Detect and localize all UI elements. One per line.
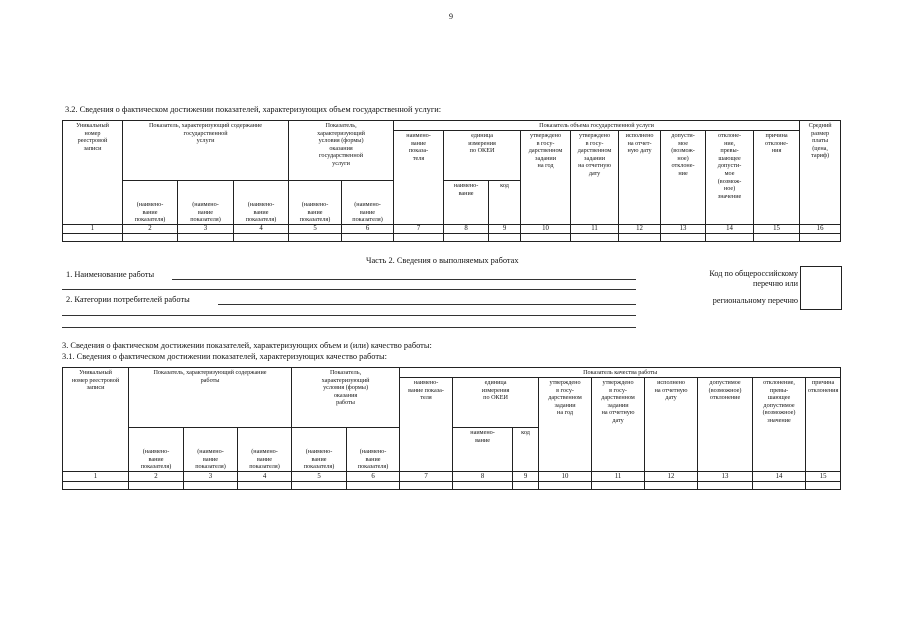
col-number: 4 (238, 472, 292, 482)
col-unique-number: Уникальный номер реестровой записи (63, 368, 129, 472)
col-number: 1 (63, 225, 123, 234)
col-approved-date: утверждено в госу- дарственном задании на отчетную дату (592, 378, 645, 472)
sub-indicator-name: (наимено- вание показателя) (347, 428, 400, 472)
sub-unit-code: код (489, 181, 521, 225)
part-2-title: Часть 2. Сведения о выполняемых работах (366, 256, 519, 265)
col-number: 14 (706, 225, 754, 234)
col-quality-indicator: Показатель качества работы (400, 368, 841, 378)
col-done: исполнено на отчетную дату (645, 378, 698, 472)
col-number: 13 (698, 472, 753, 482)
col-number: 6 (347, 472, 400, 482)
col-approved-year: утверждено в госу- дарственном задании на год (521, 131, 571, 225)
col-indicator-name: наимено- вание показа- теля (400, 378, 453, 472)
section-3-title: 3. Сведения о фактическом достижении показателей, характеризующих объем и (или) качество работы: (62, 341, 432, 350)
col-number: 10 (521, 225, 571, 234)
col-allowed-deviation: допусти- мое (возмож- ное) отклоне- ние (661, 131, 706, 225)
col-number: 11 (592, 472, 645, 482)
col-volume-indicator: Показатель объема государственной услуги (394, 121, 800, 131)
work-quality-table (62, 367, 841, 490)
col-number: 8 (453, 472, 513, 482)
col-number: 1 (63, 472, 129, 482)
col-number: 11 (571, 225, 619, 234)
consumers-line-2 (62, 315, 636, 316)
sub-unit-name: наимено- вание (453, 428, 513, 472)
consumers-label: 2. Категории потребителей работы (66, 295, 190, 304)
code-label: Код по общероссийскому перечню или (709, 269, 798, 288)
col-work-content: Показатель, характеризующий содержание работы (129, 368, 292, 428)
col-number: 6 (342, 225, 394, 234)
sub-indicator-name: (наимено- вание показателя) (238, 428, 292, 472)
page-number: 9 (449, 12, 453, 21)
work-name-label: 1. Наименование работы (66, 270, 155, 279)
col-service-content: Показатель, характеризующий содержание государственной услуги (123, 121, 289, 181)
col-approved-date: утверждено в госу- дарственном задании на отчетную дату (571, 131, 619, 225)
section-3-1-title: 3.1. Сведения о фактическом достижении показателей, характеризующих качество работы: (62, 352, 387, 361)
table-row (63, 234, 841, 242)
col-deviation-reason: причина отклонения (806, 378, 841, 472)
col-number: 7 (394, 225, 444, 234)
col-unit-okei: единица измерения по ОКЕИ (444, 131, 521, 181)
code-label-regional: региональному перечню (712, 296, 798, 305)
col-number: 13 (661, 225, 706, 234)
consumers-line (218, 304, 636, 305)
col-number: 16 (800, 225, 841, 234)
sub-indicator-name: (наимено- вание показателя) (129, 428, 184, 472)
sub-indicator-name: (наимено- вание показателя) (289, 181, 342, 225)
col-done: исполнено на отчет- ную дату (619, 131, 661, 225)
col-work-conditions: Показатель, характеризующий условия (формы) оказания работы (292, 368, 400, 428)
col-number: 9 (513, 472, 539, 482)
col-excess-deviation: отклонение, превы- шающее допустимое (возможное) значение (753, 378, 806, 472)
col-number: 10 (539, 472, 592, 482)
consumers-line-3 (62, 327, 636, 328)
col-unit-okei: единица измерения по ОКЕИ (453, 378, 539, 428)
section-3-2-title: 3.2. Сведения о фактическом достижении показателей, характеризующих объем государственной услуги: (65, 105, 442, 114)
col-number: 5 (289, 225, 342, 234)
col-deviation-reason: причина отклоне- ния (754, 131, 800, 225)
col-number: 15 (806, 472, 841, 482)
col-unique-number: Уникальный номер реестровой записи (63, 121, 123, 225)
col-approved-year: утверждено в госу- дарственном задании на год (539, 378, 592, 472)
col-service-conditions: Показатель, характеризующий условия (формы) оказания государственной услуги (289, 121, 394, 181)
code-box (800, 266, 842, 310)
col-number: 5 (292, 472, 347, 482)
sub-indicator-name: (наимено- вание показателя) (342, 181, 394, 225)
col-number: 7 (400, 472, 453, 482)
service-volume-table (62, 120, 841, 242)
work-name-line (172, 279, 636, 280)
sub-indicator-name: (наимено- вание показателя) (184, 428, 238, 472)
col-number: 2 (123, 225, 178, 234)
col-number: 9 (489, 225, 521, 234)
col-number: 4 (234, 225, 289, 234)
col-excess-deviation: отклоне- ние, превы- шающее допусти- мое (возмож- ное) значение (706, 131, 754, 225)
col-number: 15 (754, 225, 800, 234)
sub-indicator-name: (наимено- вание показателя) (234, 181, 289, 225)
col-number: 12 (645, 472, 698, 482)
col-number: 14 (753, 472, 806, 482)
work-name-line-2 (62, 289, 636, 290)
col-number: 3 (178, 225, 234, 234)
col-allowed-deviation: допустимое (возможное) отклонение (698, 378, 753, 472)
col-number: 3 (184, 472, 238, 482)
sub-indicator-name: (наимено- вание показателя) (292, 428, 347, 472)
sub-unit-name: наимено- вание (444, 181, 489, 225)
sub-indicator-name: (наимено- вание показателя) (123, 181, 178, 225)
sub-unit-code: код (513, 428, 539, 472)
col-average-price: Средний размер платы (цена, тариф) (800, 121, 841, 225)
col-number: 8 (444, 225, 489, 234)
col-number: 12 (619, 225, 661, 234)
col-indicator-name: наимено- вание показа- теля (394, 131, 444, 225)
col-number: 2 (129, 472, 184, 482)
table-row (63, 482, 841, 490)
sub-indicator-name: (наимено- вание показателя) (178, 181, 234, 225)
